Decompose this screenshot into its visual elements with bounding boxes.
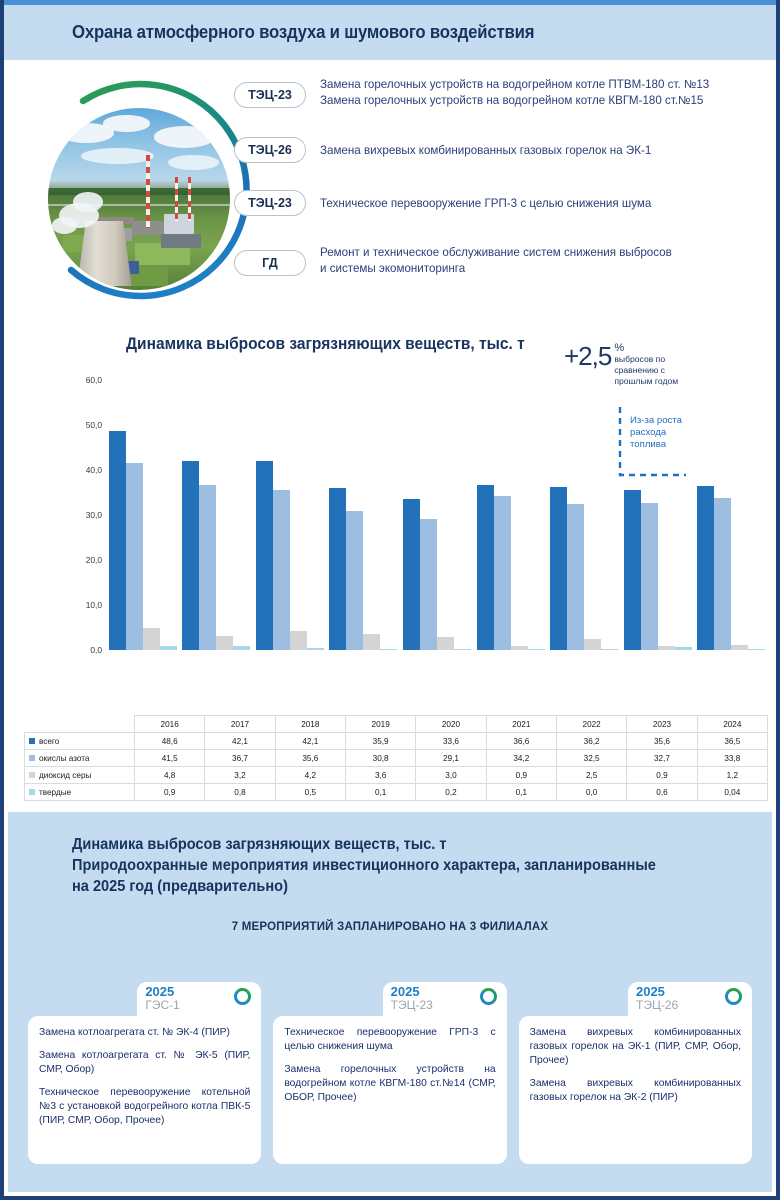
table-cell: 0,2 <box>416 784 486 801</box>
growth-reason: Из-за роста расхода топлива <box>630 415 682 450</box>
bar-всего <box>624 490 641 650</box>
bar-твердые <box>160 646 177 650</box>
bar-group <box>253 380 327 650</box>
table-cell: 3,0 <box>416 767 486 784</box>
callout-pill[interactable]: ТЭЦ-26 <box>234 137 306 163</box>
bar-group <box>695 380 769 650</box>
percent-symbol: % <box>614 342 625 354</box>
bar-диоксид-серы <box>511 646 528 650</box>
table-year-header: 2017 <box>205 716 275 733</box>
bar-диоксид-серы <box>658 646 675 650</box>
plan-card-paragraph: Техническое перевооружение ГРП-3 с целью снижения шума <box>284 1027 496 1052</box>
table-cell: 0,9 <box>486 767 556 784</box>
plan-card-body <box>28 1016 261 1164</box>
plan-card-paragraph: Замена котлоагрегата ст. № ЭК-4 (ПИР) <box>39 1027 230 1038</box>
bar-диоксид-серы <box>290 631 307 650</box>
photo-chimney <box>175 177 178 221</box>
chart-plot-area <box>68 375 768 680</box>
table-cell: 36,2 <box>556 733 626 750</box>
photo-cooling-tower <box>77 221 132 287</box>
bar-окислы-азота <box>567 504 584 650</box>
plan-card-tab <box>628 982 752 1024</box>
callout-text-line: Ремонт и техническое обслуживание систем снижения выбросов <box>320 246 672 259</box>
table-cell: 0,6 <box>627 784 697 801</box>
growth-subtitle: выбросов по сравнению с прошлым годом <box>614 354 679 386</box>
bar-диоксид-серы <box>143 628 160 650</box>
plan-card[interactable] <box>273 982 506 1164</box>
plans-title-line-3: на 2025 год (предварительно) <box>72 878 288 895</box>
table-cell: 29,1 <box>416 750 486 767</box>
table-cell: 41,5 <box>135 750 205 767</box>
callout-list <box>234 72 768 276</box>
bar-окислы-азота <box>420 519 437 650</box>
table-year-header: 2024 <box>697 716 767 733</box>
bar-твердые <box>380 649 397 650</box>
bar-твердые <box>307 648 324 650</box>
table-cell: 33,8 <box>697 750 767 767</box>
bar-твердые <box>675 647 692 650</box>
callout-item[interactable] <box>234 190 768 216</box>
photo-building <box>161 234 201 249</box>
callout-item[interactable] <box>234 244 768 276</box>
ring-icon <box>480 988 497 1005</box>
table-year-header: 2020 <box>416 716 486 733</box>
table-cell: 36,5 <box>697 733 767 750</box>
callout-text-line: Техническое перевооружение ГРП-3 с целью снижения шума <box>320 197 652 210</box>
plans-title-line-1: Динамика выбросов загрязняющих веществ, тыс. т <box>72 836 447 853</box>
callout-item[interactable] <box>234 76 768 108</box>
table-series-label: твердые <box>25 784 135 801</box>
bar-group <box>400 380 474 650</box>
photo-cloud <box>168 155 219 170</box>
y-axis-tick: 60,0 <box>85 375 102 385</box>
table-cell: 30,8 <box>345 750 415 767</box>
table-row <box>25 767 768 784</box>
table-year-header: 2019 <box>345 716 415 733</box>
plan-card[interactable] <box>28 982 261 1164</box>
ring-icon <box>725 988 742 1005</box>
callout-pill[interactable]: ТЭЦ-23 <box>234 82 306 108</box>
legend-swatch-icon <box>29 789 35 795</box>
page-title: Охрана атмосферного воздуха и шумового воздействия <box>72 22 535 42</box>
plant-photo-block <box>36 78 266 318</box>
table-cell: 0,9 <box>627 767 697 784</box>
bar-окислы-азота <box>273 490 290 650</box>
plan-card-tab <box>137 982 261 1024</box>
callout-text-line: Замена горелочных устройств на водогрейном котле КВГМ-180 ст.№15 <box>320 94 704 107</box>
table-cell: 35,6 <box>275 750 345 767</box>
plans-subtitle: 7 МЕРОПРИЯТИЙ ЗАПЛАНИРОВАНО НА 3 ФИЛИАЛАХ <box>231 921 549 933</box>
plan-card-branch: ТЭЦ-23 <box>390 998 433 1012</box>
bar-диоксид-серы <box>363 634 380 650</box>
bar-всего <box>477 485 494 650</box>
y-axis-tick: 50,0 <box>85 420 102 430</box>
table-series-label: окислы азота <box>25 750 135 767</box>
legend-swatch-icon <box>29 738 35 744</box>
table-cell: 0,9 <box>135 784 205 801</box>
legend-swatch-icon <box>29 772 35 778</box>
table-year-header: 2021 <box>486 716 556 733</box>
table-cell: 42,1 <box>205 733 275 750</box>
table-cell: 32,7 <box>627 750 697 767</box>
table-cell: 36,6 <box>486 733 556 750</box>
table-cell: 32,5 <box>556 750 626 767</box>
table-cell: 36,7 <box>205 750 275 767</box>
callout-text-line: Замена вихревых комбинированных газовых горелок на ЭК-1 <box>320 144 652 157</box>
bar-всего <box>550 487 567 650</box>
chart-data-table <box>24 715 768 801</box>
table-cell: 0,1 <box>345 784 415 801</box>
callout-pill[interactable]: ГД <box>234 250 306 276</box>
table-row <box>25 784 768 801</box>
bar-всего <box>109 431 126 650</box>
ring-icon <box>234 988 251 1005</box>
bar-твердые <box>454 649 471 650</box>
callout-item[interactable] <box>234 137 768 163</box>
plan-card-branch: ГЭС-1 <box>145 998 180 1012</box>
bar-окислы-азота <box>199 485 216 650</box>
table-header-row <box>25 716 768 733</box>
photo-cloud <box>154 126 216 148</box>
plan-card-paragraph: Техническое перевооружение котельной №3 с установкой водогрейного котла ПВК-5 (ПИР, СМР, Обор, Прочее) <box>39 1087 251 1126</box>
table-series-label: диоксид серы <box>25 767 135 784</box>
plans-title-line-2: Природоохранные мероприятия инвестиционного характера, запланированные <box>72 857 656 874</box>
bar-всего <box>182 461 199 650</box>
photo-cloud <box>103 115 150 131</box>
bar-group <box>547 380 621 650</box>
plan-card-paragraph: Замена вихревых комбинированных газовых горелок на ЭК-2 (ПИР) <box>529 1078 741 1103</box>
photo-steam <box>73 192 102 212</box>
table-cell: 4,8 <box>135 767 205 784</box>
y-axis-tick: 20,0 <box>85 555 102 565</box>
table-cell: 35,6 <box>627 733 697 750</box>
emissions-table <box>24 715 768 801</box>
table-year-header: 2016 <box>135 716 205 733</box>
overview-section <box>4 60 776 325</box>
bar-group <box>327 380 401 650</box>
plant-photo <box>48 108 230 290</box>
table-cell: 42,1 <box>275 733 345 750</box>
table-cell: 1,2 <box>697 767 767 784</box>
bar-всего <box>256 461 273 650</box>
plan-card[interactable] <box>519 982 752 1164</box>
y-axis-tick: 40,0 <box>85 465 102 475</box>
y-axis-tick: 0,0 <box>90 645 102 655</box>
table-row <box>25 733 768 750</box>
page-header <box>4 5 776 60</box>
callout-pill[interactable]: ТЭЦ-23 <box>234 190 306 216</box>
table-cell: 0,5 <box>275 784 345 801</box>
callout-text-line: и системы экомониторинга <box>320 262 466 275</box>
plan-card-branch: ТЭЦ-26 <box>635 998 679 1012</box>
bar-диоксид-серы <box>216 636 233 650</box>
chart-section <box>4 325 776 780</box>
bar-всего <box>697 486 714 650</box>
legend-swatch-icon <box>29 755 35 761</box>
plan-cards <box>28 982 752 1164</box>
plans-section <box>8 812 772 1192</box>
table-cell: 0,8 <box>205 784 275 801</box>
photo-steam <box>52 217 77 233</box>
plan-card-body <box>519 1016 752 1164</box>
table-body <box>25 733 768 801</box>
plan-card-year: 2025 <box>635 984 665 999</box>
y-axis-tick: 30,0 <box>85 510 102 520</box>
bar-group <box>106 380 180 650</box>
table-cell: 2,5 <box>556 767 626 784</box>
table-cell: 3,2 <box>205 767 275 784</box>
bar-groups <box>106 380 768 650</box>
y-axis <box>68 375 102 655</box>
table-cell: 34,2 <box>486 750 556 767</box>
growth-value: +2,5 <box>564 341 612 371</box>
chart-title: Динамика выбросов загрязняющих веществ, тыс. т <box>126 335 525 353</box>
table-year-header: 2022 <box>556 716 626 733</box>
table-cell: 48,6 <box>135 733 205 750</box>
bar-твердые <box>233 646 250 650</box>
table-cell: 35,9 <box>345 733 415 750</box>
plan-card-year: 2025 <box>145 984 175 999</box>
plan-card-paragraph: Замена вихревых комбинированных газовых горелок на ЭК-1 (ПИР, СМР, Обор, Прочее) <box>529 1027 741 1066</box>
table-cell: 4,2 <box>275 767 345 784</box>
table-corner-cell <box>25 716 135 733</box>
photo-chimney <box>188 177 191 221</box>
bar-окислы-азота <box>494 496 511 650</box>
table-series-label: всего <box>25 733 135 750</box>
bar-диоксид-серы <box>731 645 748 650</box>
plan-card-paragraph: Замена горелочных устройств на водогрейном котле КВГМ-180 ст.№14 (СМР, ОБОР, Прочее) <box>284 1064 496 1103</box>
bar-твердые <box>748 649 765 650</box>
table-cell: 0,0 <box>556 784 626 801</box>
bar-диоксид-серы <box>584 639 601 650</box>
bar-диоксид-серы <box>437 637 454 651</box>
bar-group <box>621 380 695 650</box>
bar-твердые <box>528 649 545 650</box>
table-cell: 3,6 <box>345 767 415 784</box>
table-year-header: 2018 <box>275 716 345 733</box>
table-row <box>25 750 768 767</box>
photo-chimney <box>146 155 150 228</box>
plan-card-body <box>273 1016 506 1164</box>
plan-card-tab <box>383 982 507 1024</box>
table-cell: 0,04 <box>697 784 767 801</box>
bar-окислы-азота <box>714 498 731 650</box>
bar-твердые <box>601 649 618 650</box>
bar-окислы-азота <box>346 511 363 650</box>
table-cell: 33,6 <box>416 733 486 750</box>
bar-окислы-азота <box>641 503 658 650</box>
callout-text-line: Замена горелочных устройств на водогрейном котле ПТВМ-180 ст. №13 <box>320 78 710 91</box>
y-axis-tick: 10,0 <box>85 600 102 610</box>
plans-title <box>72 834 706 897</box>
bar-всего <box>403 499 420 650</box>
table-year-header: 2023 <box>627 716 697 733</box>
bar-всего <box>329 488 346 650</box>
bar-group <box>180 380 254 650</box>
plan-card-year: 2025 <box>390 984 420 999</box>
table-cell: 0,1 <box>486 784 556 801</box>
plan-card-paragraph: Замена котлоагрегата ст. № ЭК-5 (ПИР, СМР, Обор) <box>39 1050 251 1075</box>
bar-group <box>474 380 548 650</box>
bar-окислы-азота <box>126 463 143 650</box>
